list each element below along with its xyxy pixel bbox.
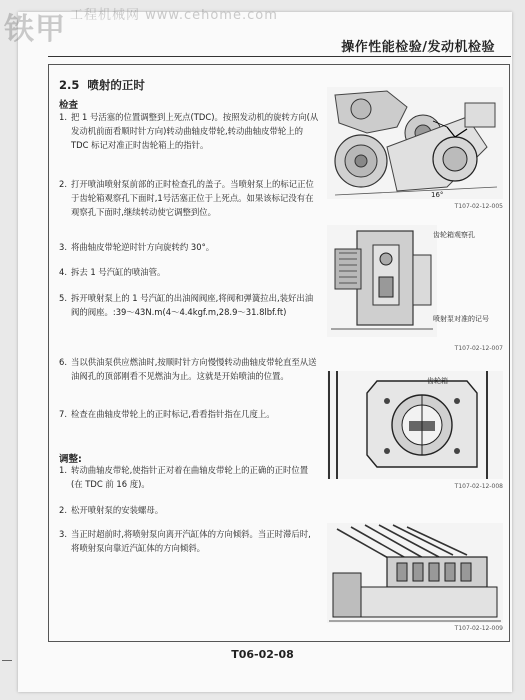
- figure-timing-window: [327, 371, 503, 491]
- step-text: 松开喷射泵的安装螺母。: [71, 505, 164, 515]
- pump-lines-illustration: [327, 523, 503, 623]
- angle-label: 16°: [431, 191, 444, 199]
- step-text: 当正时超前时,将喷射泵向离开汽缸体的方向倾斜。当正时滞后时,将喷射泵向靠近汽缸体的方向倾斜。: [71, 529, 311, 553]
- watermark: [4, 4, 278, 48]
- page-number: T06-02-08: [231, 648, 294, 661]
- page-header-title: 操作性能检验/发动机检验: [341, 40, 495, 55]
- section-title: [59, 77, 145, 93]
- adjust-heading: 调整:: [59, 454, 82, 465]
- step-number: 6.: [59, 357, 67, 367]
- watermark-brand: 铁甲: [4, 12, 66, 47]
- content-frame: [48, 64, 510, 642]
- step-text: 拆去 1 号汽缸的喷油管。: [71, 267, 166, 277]
- figure-caption: T107-02-12-008: [454, 483, 503, 490]
- adjust-step-2: [59, 503, 321, 517]
- injection-pump-illustration: [327, 225, 437, 337]
- callout-pump-alignment-mark: 喷射泵对准的记号: [433, 315, 489, 323]
- step-3: [59, 240, 321, 254]
- step-text: 检查在曲轴皮带轮上的正时标记,看看指针指在几度上。: [71, 409, 275, 419]
- step-text: 把 1 号活塞的位置调整到上死点(TDC)。按照发动机的旋转方向(从发动机前面看顺时针方向)转动曲轴皮带轮,转动曲轴皮带轮上的 TDC 标记对准正时齿轮箱上的指针。: [71, 112, 319, 150]
- figure-caption: T107-02-12-007: [454, 345, 503, 352]
- step-number: 2.: [59, 505, 67, 515]
- section-number: 2.5: [59, 78, 80, 92]
- section-title-text: 喷射的正时: [87, 78, 145, 92]
- timing-window-illustration: [327, 371, 503, 479]
- inspect-heading: 检查: [59, 100, 79, 111]
- step-2: [59, 177, 321, 219]
- crank-pulley-illustration: [327, 87, 503, 199]
- header-divider: [48, 56, 511, 57]
- step-6: [59, 355, 321, 383]
- step-5: [59, 291, 321, 319]
- edge-mark: [2, 660, 12, 661]
- step-text: 打开喷油喷射泵前部的正时检查孔的盖子。当喷射泵上的标记正位于齿轮箱观察孔下面时,1号活塞正位于上死点。如果该标记没有在观察孔下面时,继续转动使它调整到位。: [71, 179, 314, 217]
- figure-pump-lines: [327, 523, 503, 639]
- step-number: 4.: [59, 267, 67, 277]
- adjust-step-3: [59, 527, 321, 555]
- figure-caption: T107-02-12-005: [454, 203, 503, 210]
- step-1: [59, 110, 321, 152]
- step-number: 3.: [59, 529, 67, 539]
- step-number: 1.: [59, 112, 67, 122]
- step-text: 拆开喷射泵上的 1 号汽缸的出油阀阀座,将阀和弹簧拉出,装好出油阀的阀座。:39～43N.m(4～4.4kgf.m,28.9～31.8lbf.ft): [71, 293, 314, 317]
- step-text: 当以供油泵供应燃油时,按顺时针方向慢慢转动曲轴皮带轮直至从送油阀孔的顶部刚看不见燃油为止。这就是开始喷油的位置。: [71, 357, 317, 381]
- adjust-step-1: [59, 463, 321, 491]
- step-number: 3.: [59, 242, 67, 252]
- figure-crank-pulley: [327, 87, 503, 210]
- step-number: 7.: [59, 409, 67, 419]
- step-text: 将曲轴皮带轮逆时针方向旋转约 30°。: [71, 242, 215, 252]
- step-number: 5.: [59, 293, 67, 303]
- figure-injection-pump: [327, 225, 503, 355]
- step-number: 1.: [59, 465, 67, 475]
- watermark-site: 工程机械网 www.cehome.com: [70, 8, 278, 23]
- callout-gear-case-window: 齿轮箱观察孔: [433, 231, 475, 239]
- figure-caption: T107-02-12-009: [454, 625, 503, 632]
- step-7: [59, 407, 321, 421]
- step-4: [59, 265, 321, 279]
- callout-gear-case: 齿轮箱: [427, 377, 448, 385]
- step-number: 2.: [59, 179, 67, 189]
- step-text: 转动曲轴皮带轮,使指针正对着在曲轴皮带轮上的正确的正时位置(在 TDC 前 16 度)。: [71, 465, 309, 489]
